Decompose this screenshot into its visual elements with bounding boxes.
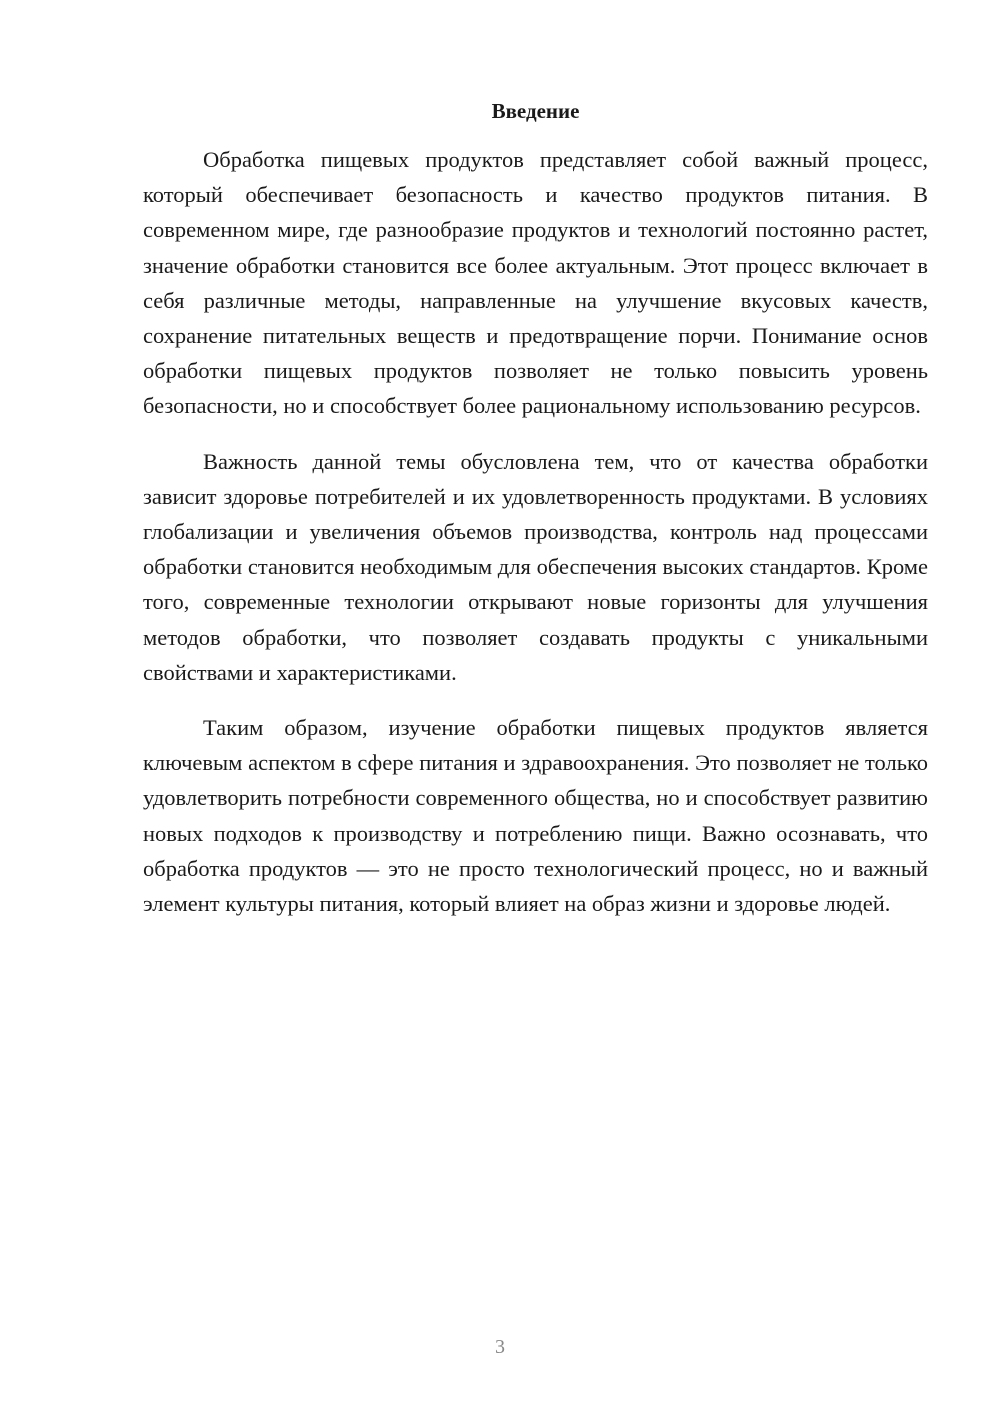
body-text <box>143 142 928 941</box>
paragraph-1: Обработка пищевых продуктов представляет собой важный процесс, который обеспечивает безопасность и качество продуктов питания. В современном мире, где разнообразие продуктов и технологий постоянно растет, значение обработки становится все более актуальным. Этот процесс включает в себя различные методы, направленные на улучшение вкусовых качеств, сохранение питательных веществ и предотвращение порчи. Понимание основ обработки пищевых продуктов позволяет не только повысить уровень безопасности, но и способствует более рациональному использованию ресурсов. <box>143 147 928 419</box>
page-number: 3 <box>495 1336 505 1358</box>
page-title: Введение <box>491 99 580 123</box>
paragraph-3: Таким образом, изучение обработки пищевых продуктов является ключевым аспектом в сфере питания и здравоохранения. Это позволяет не только удовлетворить потребности современного общества, но и способствует развитию новых подходов к производству и потреблению пищи. Важно осознавать, что обработка продуктов — это не просто технологический процесс, но и важный элемент культуры питания, который влияет на образ жизни и здоровье людей. <box>143 715 928 917</box>
paragraph-2: Важность данной темы обусловлена тем, что от качества обработки зависит здоровье потребителей и их удовлетворенность продуктами. В условиях глобализации и увеличения объемов производства, контроль над процессами обработки становится необходимым для обеспечения высоких стандартов. Кроме того, современные технологии открывают новые горизонты для улучшения методов обработки, что позволяет создавать продукты с уникальными свойствами и характеристиками. <box>143 448 928 685</box>
